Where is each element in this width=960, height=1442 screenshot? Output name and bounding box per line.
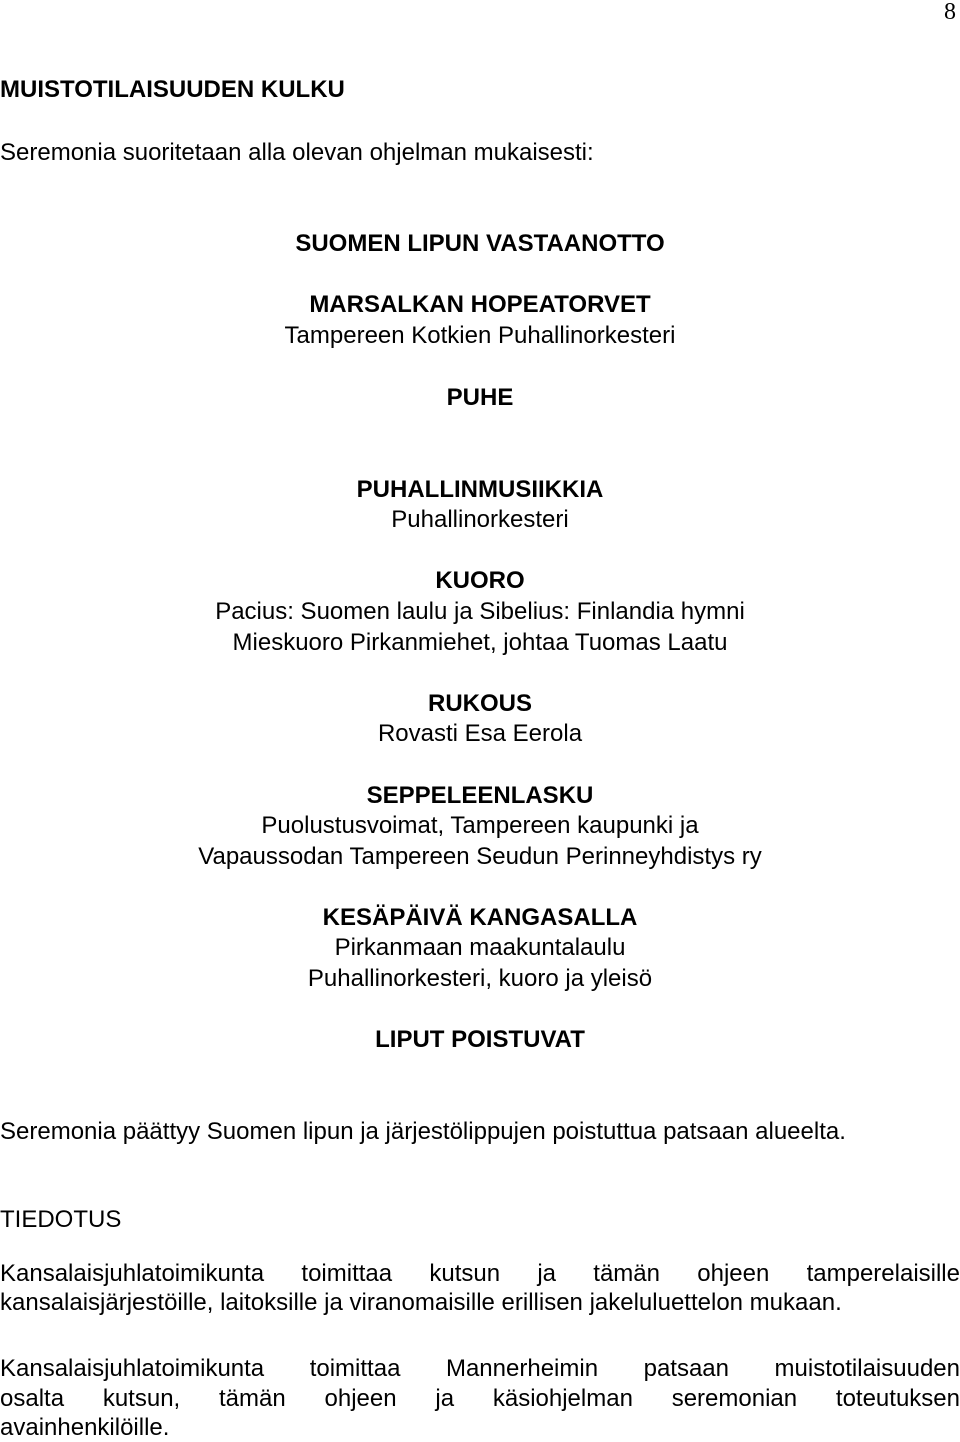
program-line-trumpets: Tampereen Kotkien Puhallinorkesteri (284, 322, 676, 349)
program-heading-trumpets: MARSALKAN HOPEATORVET (309, 291, 651, 318)
closing-text: Seremonia päättyy Suomen lipun ja järjestölippujen poistuttua patsaan alueelta. (0, 1118, 846, 1145)
program-heading-speech: PUHE (446, 384, 514, 411)
program-heading-choir: KUORO (435, 567, 525, 594)
notice-paragraph-2-line-1: Kansalaisjuhlatoimikunta toimittaa Mannerheimin patsaan muistotilaisuuden (0, 1355, 960, 1382)
program-line-song-1: Pirkanmaan maakuntalaulu (334, 934, 626, 961)
program-heading-song: KESÄPÄIVÄ KANGASALLA (322, 904, 638, 931)
program-heading-flag-reception: SUOMEN LIPUN VASTAANOTTO (295, 230, 665, 257)
notice-paragraph-1-line-1: Kansalaisjuhlatoimikunta toimittaa kutsun ja tämän ohjeen tamperelaisille (0, 1260, 960, 1287)
notice-paragraph-2-line-2: osalta kutsun, tämän ohjeen ja käsiohjelman seremonian toteutuksen (0, 1385, 960, 1412)
program-heading-flags-leave: LIPUT POISTUVAT (375, 1026, 585, 1053)
program-line-wind-music: Puhallinorkesteri (391, 506, 569, 533)
notice-paragraph-2-line-3: avainhenkilöille. (0, 1414, 170, 1441)
page-title: MUISTOTILAISUUDEN KULKU (0, 76, 345, 103)
program-line-song-2: Puhallinorkesteri, kuoro ja yleisö (307, 965, 653, 992)
program-heading-prayer: RUKOUS (427, 690, 532, 717)
program-line-prayer: Rovasti Esa Eerola (377, 720, 583, 747)
program-line-wreath-1: Puolustusvoimat, Tampereen kaupunki ja (261, 812, 699, 839)
notice-heading: TIEDOTUS (0, 1206, 122, 1233)
program-line-wreath-2: Vapaussodan Tampereen Seudun Perinneyhdistys ry (198, 843, 762, 870)
notice-paragraph-1-line-2: kansalaisjärjestöille, laitoksille ja viranomaisille erillisen jakeluluettelon mukaan. (0, 1289, 842, 1316)
intro-text: Seremonia suoritetaan alla olevan ohjelman mukaisesti: (0, 139, 594, 166)
program-heading-wind-music: PUHALLINMUSIIKKIA (356, 476, 604, 503)
page-number: 8 (944, 0, 956, 25)
program-line-choir-1: Pacius: Suomen laulu ja Sibelius: Finlandia hymni (215, 598, 745, 625)
program-line-choir-2: Mieskuoro Pirkanmiehet, johtaa Tuomas Laatu (232, 629, 728, 656)
program-heading-wreath: SEPPELEENLASKU (366, 782, 594, 809)
